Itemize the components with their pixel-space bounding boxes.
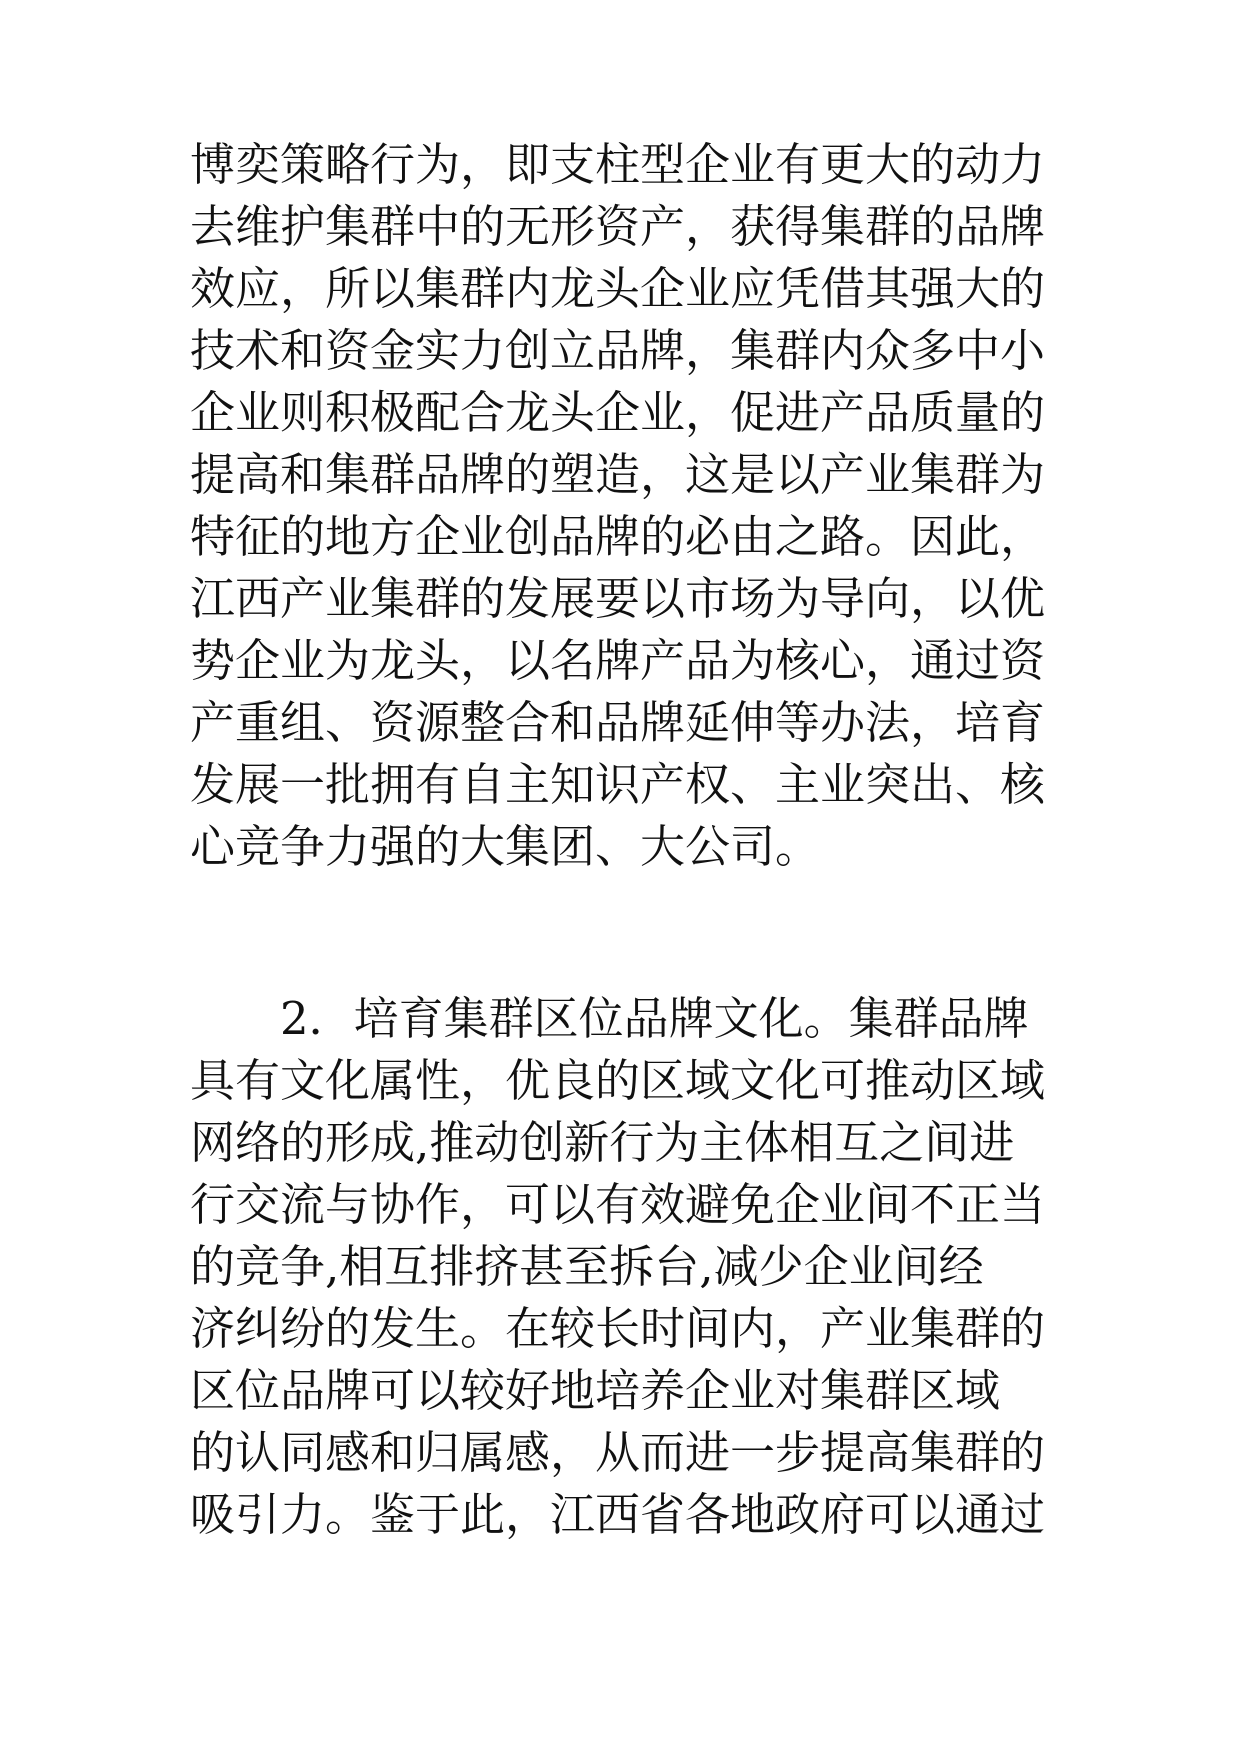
text-line: 的竞争,相互排挤甚至拆台,减少企业间经: [190, 1240, 984, 1293]
text-line: 具有文化属性，优良的区域文化可推动区域: [190, 1054, 1046, 1107]
text-line: 吸引力。鉴于此，江西省各地政府可以通过: [190, 1488, 1046, 1541]
text-line: 博奕策略行为，即支柱型企业有更大的动力: [190, 138, 1046, 191]
text-line: 企业则积极配合龙头企业，促进产品质量的: [190, 386, 1046, 439]
text-line: 济纠纷的发生。在较长时间内，产业集群的: [190, 1302, 1046, 1355]
text-line: 产重组、资源整合和品牌延伸等办法，培育: [190, 696, 1046, 749]
text-line: 2．培育集群区位品牌文化。集群品牌: [190, 992, 1029, 1045]
text-line: 提高和集群品牌的塑造，这是以产业集群为: [190, 448, 1046, 501]
text-line: 网络的形成,推动创新行为主体相互之间进: [190, 1116, 1015, 1169]
text-line: 行交流与协作，可以有效避免企业间不正当: [190, 1178, 1046, 1231]
text-line: 特征的地方企业创品牌的必由之路。因此，: [190, 510, 1046, 563]
text-line: 势企业为龙头，以名牌产品为核心，通过资: [190, 634, 1046, 687]
text-line: 技术和资金实力创立品牌，集群内众多中小: [190, 324, 1046, 377]
text-line: 效应，所以集群内龙头企业应凭借其强大的: [190, 262, 1046, 315]
text-line: 江西产业集群的发展要以市场为导向，以优: [190, 572, 1046, 625]
text-line: 的认同感和归属感，从而进一步提高集群的: [190, 1426, 1046, 1479]
text-line: 去维护集群中的无形资产，获得集群的品牌: [190, 200, 1046, 253]
text-line: 心竞争力强的大集团、大公司。: [190, 820, 821, 873]
text-line: 发展一批拥有自主知识产权、主业突出、核: [190, 758, 1046, 811]
text-line: 区位品牌可以较好地培养企业对集群区域: [190, 1364, 1001, 1417]
